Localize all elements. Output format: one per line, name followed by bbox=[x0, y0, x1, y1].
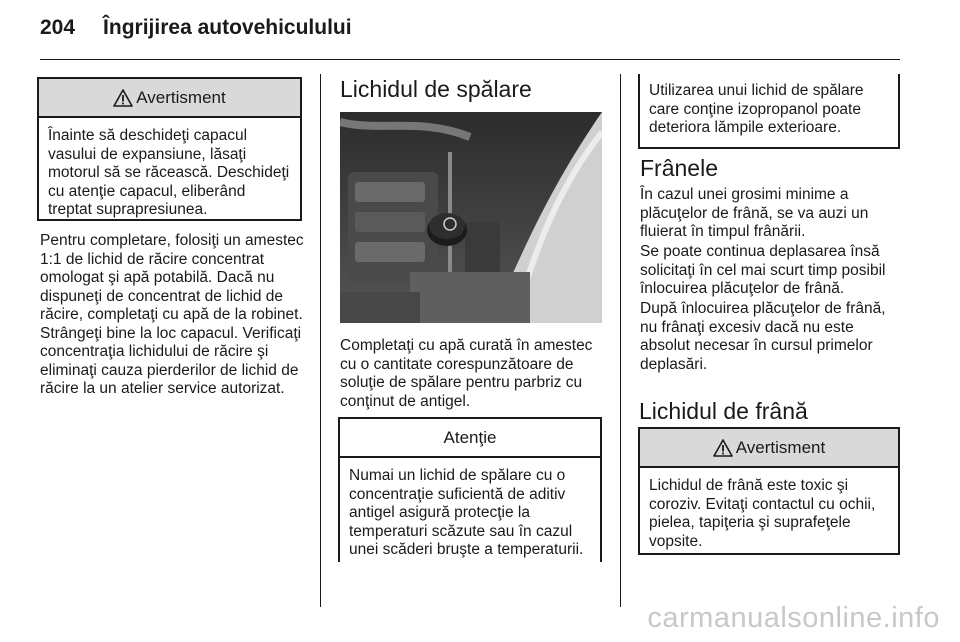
caution-box-header bbox=[340, 419, 600, 458]
watermark: carmanualsonline.info bbox=[647, 602, 940, 634]
caution-continued-box bbox=[638, 74, 900, 149]
brakes-paragraph-2: Se poate continua deplasarea însă solicitaţi în cel mai scurt timp posibil înlocuirea plăcuţelor de frână. bbox=[640, 243, 886, 297]
engine-bay-photo bbox=[340, 112, 602, 323]
warning-box-text: Înainte să deschideţi capacul vasului de expansiune, lăsaţi motorul să se răcească. Deschideţi cu atenţie capacul, eliberând treptat suprapresiunea. bbox=[48, 127, 290, 218]
warning-box-header bbox=[39, 79, 300, 118]
brake-warning-box-title: Avertisment bbox=[735, 437, 826, 457]
page-number: 204 bbox=[40, 16, 76, 39]
warning-triangle-icon bbox=[713, 439, 733, 457]
warning-box-title: Avertisment bbox=[136, 87, 226, 107]
page-header bbox=[40, 13, 352, 43]
column-divider-2 bbox=[620, 74, 621, 607]
washer-fluid-heading: Lichidul de spălare bbox=[340, 76, 532, 102]
caution-box-text: Numai un lichid de spălare cu o concentraţie suficientă de aditiv antigel asigură protecţie la temperaturi scăzute sau în cazul unei scăderi bruşte a temperaturii. bbox=[349, 467, 584, 558]
caution-continued-text: Utilizarea unui lichid de spălare care conţine izopropanol poate deteriora lămpile exterioare. bbox=[649, 82, 864, 136]
warning-triangle-icon bbox=[113, 89, 133, 107]
caution-box-title: Atenţie bbox=[443, 427, 497, 447]
coolant-paragraph: Pentru completare, folosiţi un amestec 1:1 de lichid de răcire concentrat omologat şi apă potabilă. Dacă nu dispuneţi de concentrat de lichid de răcire, completaţi cu apă de la robinet. Strângeţi bine la loc capacul. Verificaţi concentraţia lichidului de răcire şi eliminaţi cauza pierderilor de lichid de răcire la un atelier service autorizat. bbox=[40, 232, 304, 397]
brakes-paragraph-1: În cazul unei grosimi minime a plăcuţelor de frână, se va auzi un fluierat în timpul frânării. bbox=[640, 186, 869, 240]
brake-warning-box-text: Lichidul de frână este toxic şi coroziv. Evitaţi contactul cu ochii, pielea, tapiţeria şi suprafeţele vopsite. bbox=[649, 477, 876, 550]
brakes-paragraph-3: După înlocuirea plăcuţelor de frână, nu frânaţi excesiv dacă nu este absolut necesar în cursul primelor deplasări. bbox=[640, 300, 886, 373]
washer-fluid-paragraph: Completaţi cu apă curată în amestec cu o cantitate corespunzătoare de soluţie de spălare pentru parbriz cu conţinut de antigel. bbox=[340, 337, 593, 410]
brake-fluid-warning-box bbox=[638, 427, 900, 555]
brake-fluid-heading: Lichidul de frână bbox=[639, 398, 808, 424]
washer-caution-box bbox=[338, 417, 602, 562]
column-divider-1 bbox=[320, 74, 321, 607]
brakes-heading: Frânele bbox=[640, 155, 718, 181]
brake-warning-box-header bbox=[640, 429, 898, 468]
chapter-title: Îngrijirea autovehiculului bbox=[103, 16, 352, 39]
header-rule bbox=[40, 59, 900, 60]
coolant-warning-box bbox=[37, 77, 302, 221]
